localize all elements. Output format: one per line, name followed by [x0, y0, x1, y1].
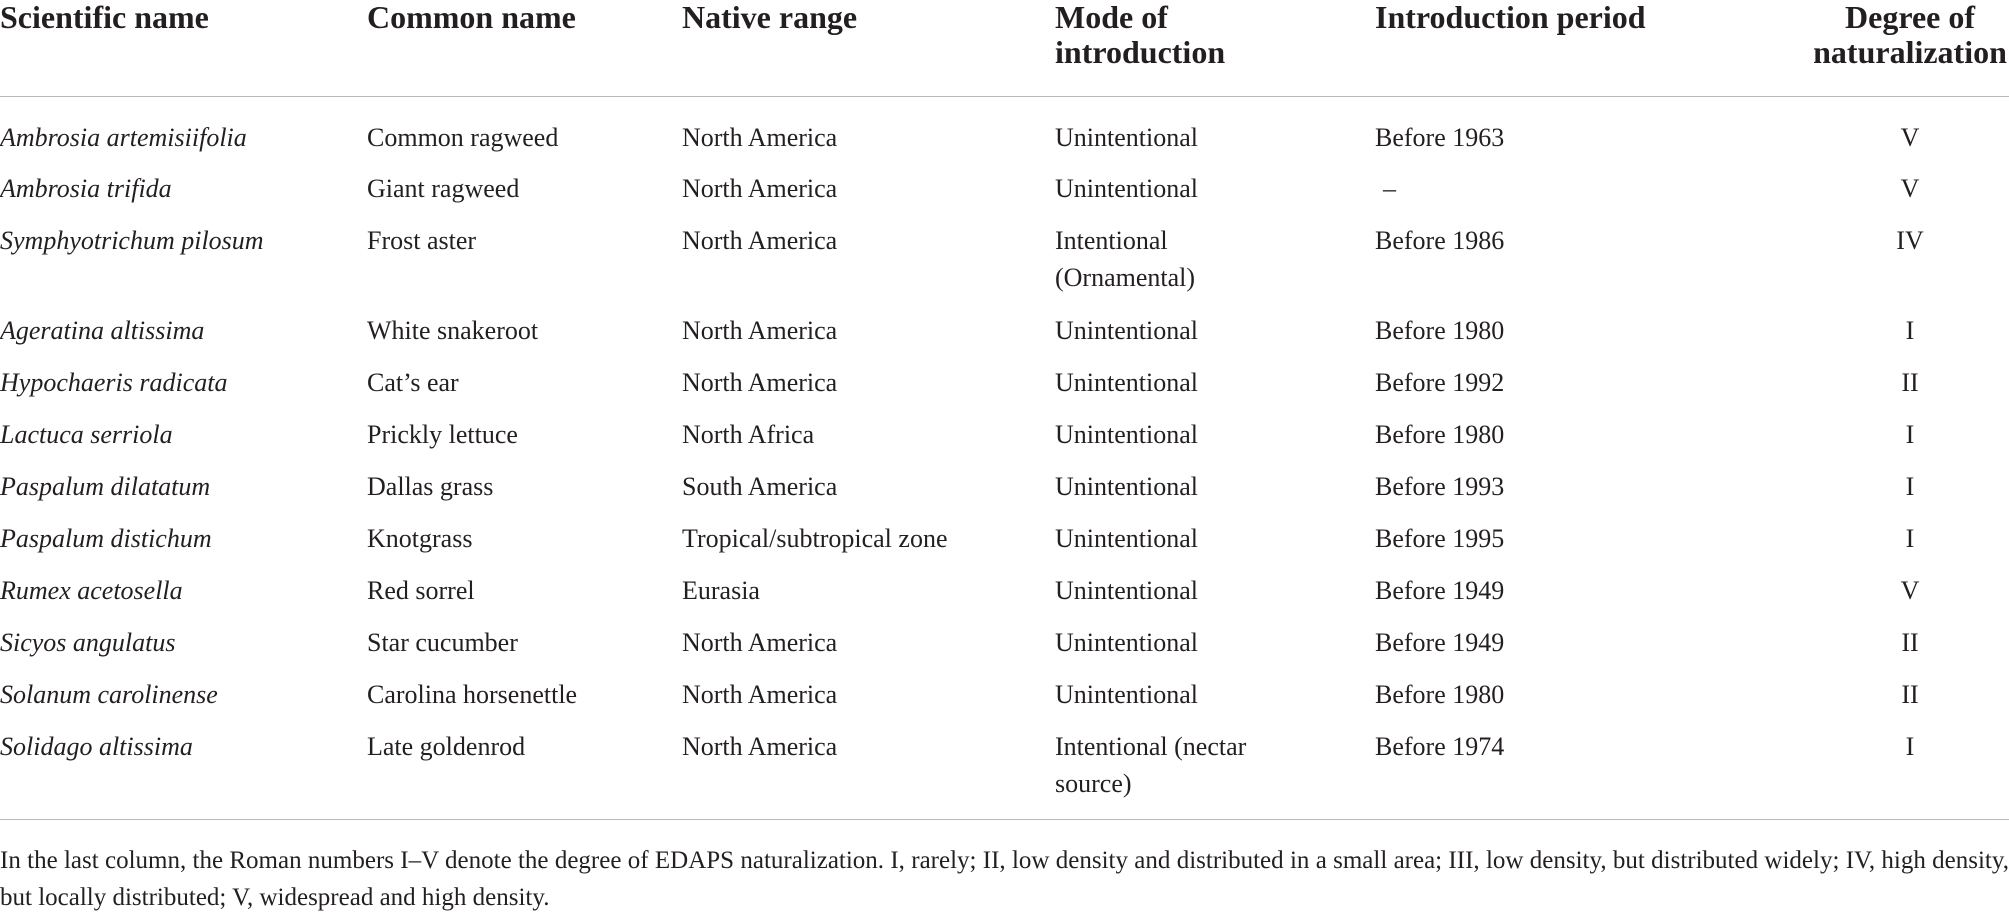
period-cell: Before 1993: [1375, 472, 1505, 501]
scientific-name-cell: Ambrosia trifida: [0, 174, 172, 203]
native-range-cell: South America: [682, 472, 838, 501]
table-row: [0, 572, 2009, 624]
mode-cell: Unintentional: [1055, 628, 1198, 657]
common-name-cell: Giant ragweed: [367, 174, 520, 203]
period-cell: Before 1980: [1375, 420, 1505, 449]
native-range-cell: Tropical/subtropical zone: [682, 524, 948, 553]
common-name-cell: Common ragweed: [367, 122, 559, 152]
header-scientific-name: Scientific name: [0, 0, 367, 96]
scientific-name-cell: Paspalum dilatatum: [0, 472, 211, 501]
table-row: [0, 676, 2009, 728]
mode-cell: Intentional (nectar source): [1055, 728, 1375, 819]
degree-cell: V: [1900, 122, 1920, 152]
common-name-cell: Cat’s ear: [367, 368, 459, 397]
degree-cell: V: [1900, 174, 1920, 203]
header-row: [0, 0, 2009, 96]
header-mode-of-introduction: Mode of introduction: [1055, 0, 1375, 96]
table-row: [0, 416, 2009, 468]
degree-cell: IV: [1896, 226, 1924, 255]
table-row: [0, 364, 2009, 416]
table-row: [0, 170, 2009, 222]
table-row: [0, 624, 2009, 676]
common-name-cell: Frost aster: [367, 226, 477, 255]
mode-cell: Unintentional: [1055, 576, 1198, 605]
period-cell: Before 1980: [1375, 316, 1505, 345]
common-name-cell: Late goldenrod: [367, 728, 682, 819]
table-row: [0, 312, 2009, 364]
table-row: [0, 468, 2009, 520]
header-introduction-period: Introduction period: [1375, 0, 1811, 96]
mode-cell: Unintentional: [1055, 680, 1198, 709]
mode-cell: Unintentional: [1055, 316, 1198, 345]
native-range-cell: North America: [682, 226, 838, 255]
native-range-cell: North America: [682, 680, 838, 709]
scientific-name-cell: Solanum carolinense: [0, 680, 218, 709]
degree-cell: V: [1900, 576, 1920, 605]
period-cell: Before 1986: [1375, 226, 1505, 255]
mode-cell: Unintentional: [1055, 122, 1198, 152]
table-row: [0, 728, 2009, 819]
native-range-cell: North Africa: [682, 420, 815, 449]
common-name-cell: White snakeroot: [367, 316, 539, 345]
common-name-cell: Knotgrass: [367, 524, 473, 553]
scientific-name-cell: Solidago altissima: [0, 728, 367, 819]
native-range-cell: North America: [682, 174, 838, 203]
degree-cell: II: [1901, 628, 1919, 657]
period-cell: Before 1980: [1375, 680, 1505, 709]
degree-cell: II: [1901, 680, 1919, 709]
mode-cell: Unintentional: [1055, 420, 1198, 449]
period-cell: Before 1949: [1375, 576, 1505, 605]
table-footnote: In the last column, the Roman numbers I–V denote the degree of EDAPS naturalization. I, rarely; II, low density and distributed in a small area; III, low density, but distributed widely; IV, high density, but locally distributed; V, widespread and high density.: [0, 847, 2009, 911]
header-common-name: Common name: [367, 0, 682, 96]
scientific-name-cell: Ageratina altissima: [0, 316, 205, 345]
period-cell: Before 1992: [1375, 368, 1505, 397]
degree-cell: II: [1901, 368, 1919, 397]
scientific-name-cell: Lactuca serriola: [0, 420, 173, 449]
scientific-name-cell: Rumex acetosella: [0, 576, 183, 605]
degree-cell: I: [1811, 728, 2009, 819]
mode-cell: Unintentional: [1055, 174, 1198, 203]
scientific-name-cell: Paspalum distichum: [0, 524, 212, 553]
period-cell: –: [1383, 174, 1396, 203]
common-name-cell: Prickly lettuce: [367, 420, 518, 449]
table-row: [0, 222, 2009, 312]
degree-cell: I: [1905, 524, 1915, 553]
period-cell: Before 1974: [1375, 728, 1811, 819]
native-range-cell: North America: [682, 316, 838, 345]
mode-cell: Unintentional: [1055, 472, 1198, 501]
native-range-cell: North America: [682, 728, 1055, 819]
native-range-cell: North America: [682, 368, 838, 397]
mode-cell: Intentional (Ornamental): [1055, 226, 1196, 292]
degree-cell: I: [1905, 420, 1915, 449]
scientific-name-cell: Ambrosia artemisiifolia: [0, 122, 247, 152]
native-range-cell: North America: [682, 628, 838, 657]
scientific-name-cell: Sicyos angulatus: [0, 628, 176, 657]
period-cell: Before 1949: [1375, 628, 1505, 657]
table-row: [0, 96, 2009, 170]
header-degree-of-naturalization: Degree of naturalization: [1811, 0, 2009, 96]
scientific-name-cell: Hypochaeris radicata: [0, 368, 228, 397]
period-cell: Before 1963: [1375, 122, 1505, 152]
period-cell: Before 1995: [1375, 524, 1505, 553]
mode-cell: Unintentional: [1055, 524, 1198, 553]
native-range-cell: North America: [682, 122, 838, 152]
scientific-name-cell: Symphyotrichum pilosum: [0, 226, 264, 255]
common-name-cell: Carolina horsenettle: [367, 680, 578, 709]
degree-cell: I: [1905, 316, 1915, 345]
table-row: [0, 520, 2009, 572]
native-range-cell: Eurasia: [682, 576, 760, 605]
mode-cell: Unintentional: [1055, 368, 1198, 397]
degree-cell: I: [1905, 472, 1915, 501]
common-name-cell: Red sorrel: [367, 576, 475, 605]
header-native-range: Native range: [682, 0, 1055, 96]
common-name-cell: Star cucumber: [367, 628, 518, 657]
common-name-cell: Dallas grass: [367, 472, 494, 501]
